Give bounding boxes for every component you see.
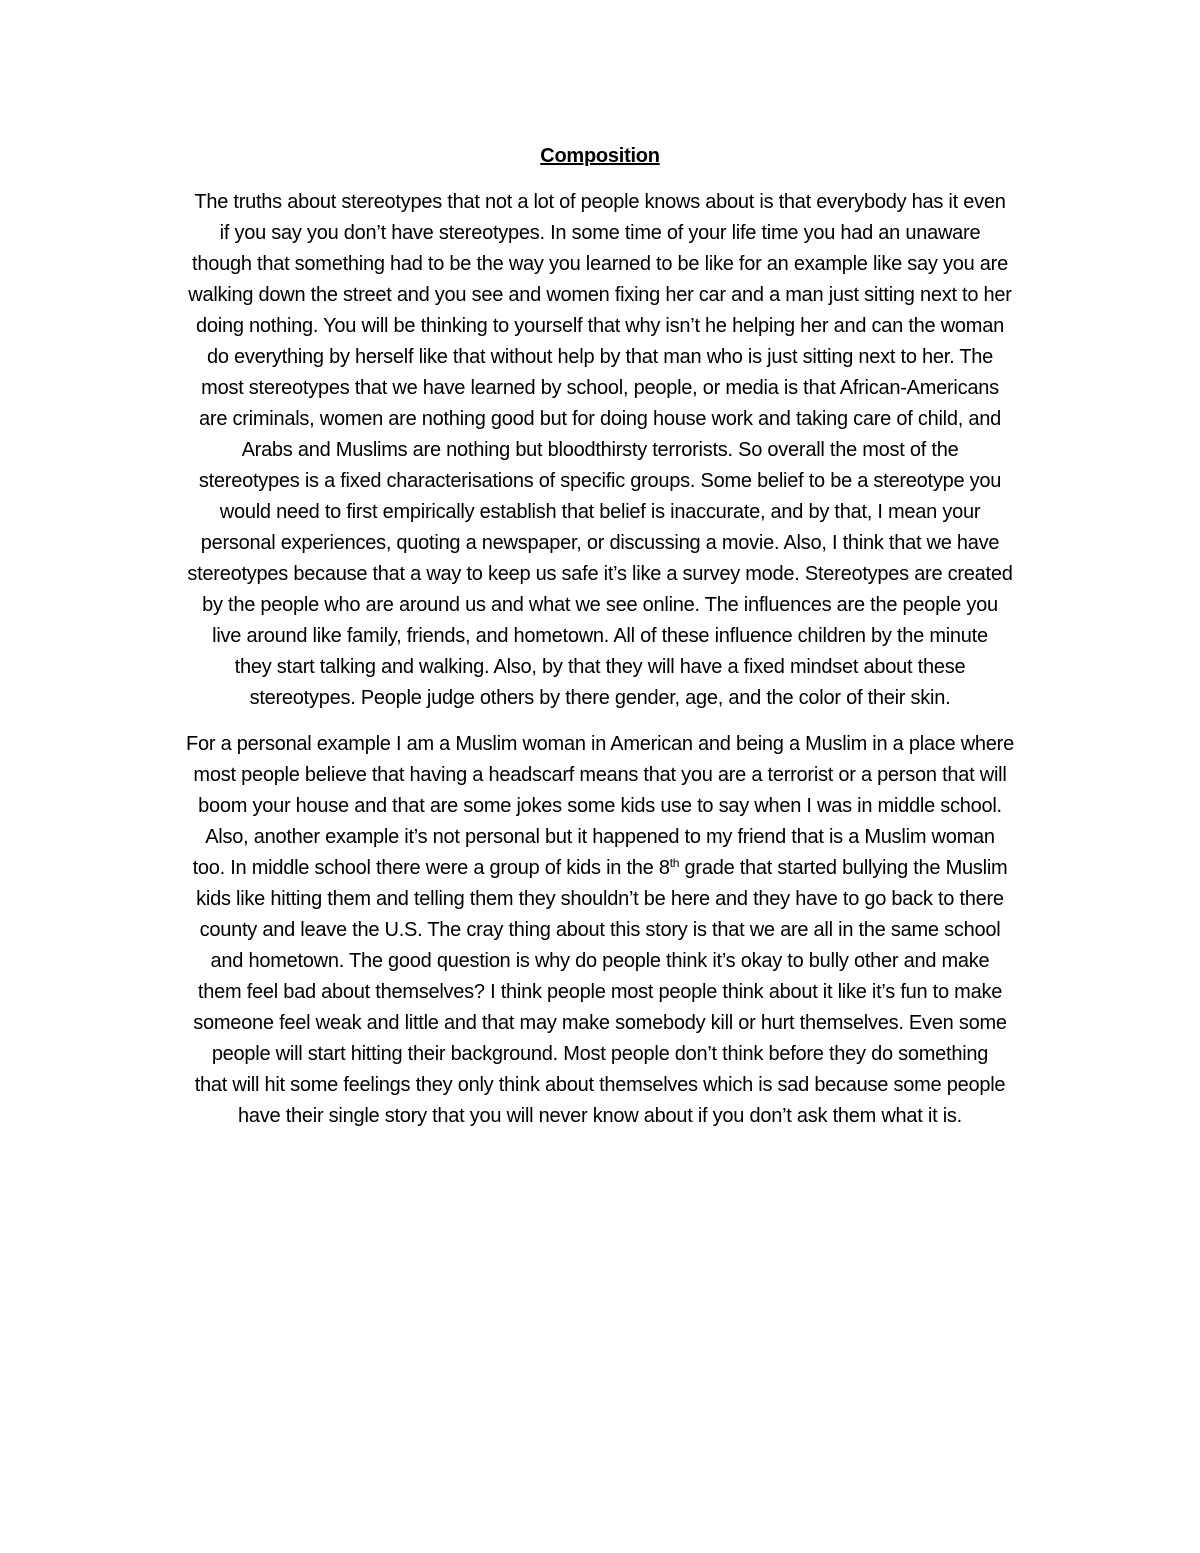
text-segment: too. In middle school there were a group of kids in the 8 bbox=[192, 857, 670, 879]
text-line: someone feel weak and little and that may make somebody kill or hurt themselves. Even some bbox=[193, 1012, 1007, 1034]
text-line: Also, another example it’s not personal but it happened to my friend that is a Muslim woman bbox=[205, 826, 995, 848]
text-line: stereotypes. People judge others by there gender, age, and the color of their skin. bbox=[249, 687, 951, 709]
text-line: people will start hitting their background. Most people don’t think before they do something bbox=[211, 1043, 989, 1065]
text-line: personal experiences, quoting a newspaper, or discussing a movie. Also, I think that we have bbox=[200, 532, 1000, 554]
text-line: doing nothing. You will be thinking to yourself that why isn’t he helping her and can the woman bbox=[196, 315, 1004, 337]
text-line: do everything by herself like that without help by that man who is just sitting next to her. The bbox=[206, 346, 994, 368]
document-body bbox=[138, 143, 1062, 1132]
text-line: stereotypes is a fixed characterisations of specific groups. Some belief to be a stereotype you bbox=[198, 470, 1002, 492]
text-line: they start talking and walking. Also, by that they will have a fixed mindset about these bbox=[234, 656, 966, 678]
ordinal-superscript: th bbox=[669, 856, 680, 870]
text-line: them feel bad about themselves? I think people most people think about it like it’s fun to make bbox=[197, 981, 1003, 1003]
text-line: For a personal example I am a Muslim woman in American and being a Muslim in a place where bbox=[186, 733, 1014, 755]
text-line: boom your house and that are some jokes some kids use to say when I was in middle school. bbox=[198, 795, 1002, 817]
text-line-with-superscript bbox=[138, 853, 1062, 884]
text-segment: grade that started bullying the Muslim bbox=[679, 857, 1008, 879]
text-line: that will hit some feelings they only think about themselves which is sad because some people bbox=[194, 1074, 1006, 1096]
text-line: by the people who are around us and what we see online. The influences are the people you bbox=[202, 594, 998, 616]
text-line: kids like hitting them and telling them they shouldn’t be here and they have to go back to there bbox=[196, 888, 1004, 910]
document-title: Composition bbox=[540, 145, 660, 167]
text-line: are criminals, women are nothing good but for doing house work and taking care of child, and bbox=[199, 408, 1001, 430]
paragraph-2 bbox=[138, 729, 1062, 1132]
text-line: Arabs and Muslims are nothing but bloodthirsty terrorists. So overall the most of the bbox=[241, 439, 959, 461]
text-line: The truths about stereotypes that not a lot of people knows about is that everybody has it even bbox=[194, 191, 1006, 213]
text-line: stereotypes because that a way to keep us safe it’s like a survey mode. Stereotypes are created bbox=[187, 563, 1013, 585]
text-line: county and leave the U.S. The cray thing about this story is that we are all in the same school bbox=[199, 919, 1001, 941]
text-line: most stereotypes that we have learned by school, people, or media is that African-Americans bbox=[201, 377, 999, 399]
text-line: live around like family, friends, and hometown. All of these influence children by the minute bbox=[212, 625, 988, 647]
text-line: if you say you don’t have stereotypes. In some time of your life time you had an unaware bbox=[219, 222, 981, 244]
text-line: would need to first empirically establish that belief is inaccurate, and by that, I mean your bbox=[219, 501, 981, 523]
text-line: though that something had to be the way you learned to be like for an example like say you are bbox=[192, 253, 1008, 275]
text-line: walking down the street and you see and women fixing her car and a man just sitting next to her bbox=[188, 284, 1012, 306]
text-line: have their single story that you will never know about if you don’t ask them what it is. bbox=[238, 1105, 962, 1127]
text-line: most people believe that having a headscarf means that you are a terrorist or a person that will bbox=[193, 764, 1007, 786]
text-line: and hometown. The good question is why do people think it’s okay to bully other and make bbox=[210, 950, 990, 972]
paragraph-1 bbox=[138, 187, 1062, 714]
